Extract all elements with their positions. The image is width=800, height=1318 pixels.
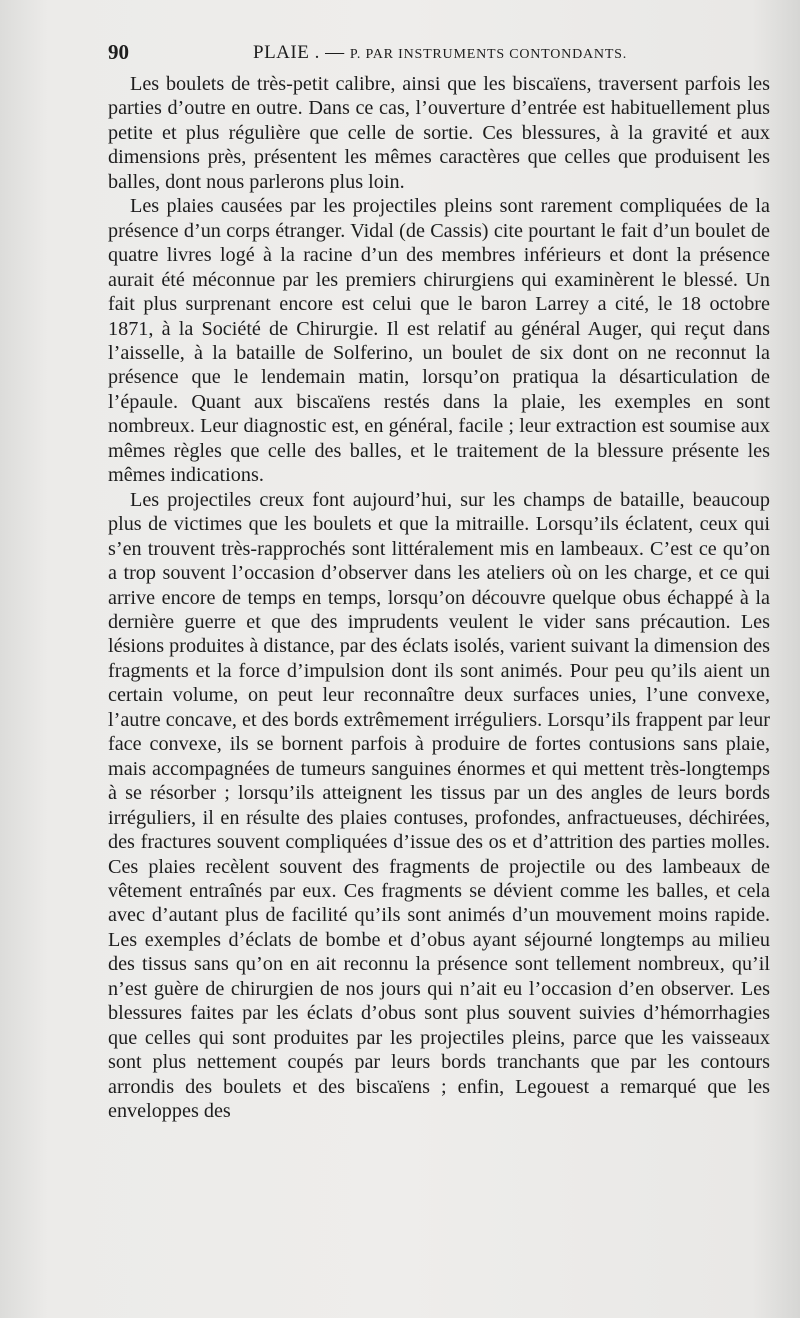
paragraph-1: Les boulets de très-petit calibre, ainsi que les biscaïens, traversent parfois les parties d’outre en outre. Dans ce cas, l’ouverture d’entrée est habituellement plus petite et plus régulière que celle de sortie. Ces blessures, à la gravité et aux dimensions près, présentent les mêmes caractères que celles que produisent les balles, dont nous parlerons plus loin. <box>108 73 770 193</box>
running-title <box>253 42 627 64</box>
paragraph-2: Les plaies causées par les projectiles pleins sont rarement compliquées de la présence d’un corps étranger. Vidal (de Cassis) cite pourtant le fait d’un boulet de quatre livres logé à la racine d’un des membres inférieurs et dont la présence aurait été méconnue par les premiers chirurgiens qui examinèrent le blessé. Un fait plus surprenant encore est celui que le baron Larrey a cité, le 18 octobre 1871, à la Société de Chirurgie. Il est relatif au général Auger, qui reçut dans l’aisselle, à la bataille de Solferino, un boulet de six dont on ne reconnut la présence que le lendemain matin, lorsqu’on pratiqua la désarticulation de l’épaule. Quant aux biscaïens restés dans la plaie, les exemples en sont nombreux. Leur diagnostic est, en général, facile ; leur extraction est soumise aux mêmes règles que celle des balles, et le traitement de la blessure présente les mêmes indications. <box>108 195 770 487</box>
running-header <box>108 40 770 70</box>
section-title: P. PAR INSTRUMENTS CONTONDANTS. <box>349 47 628 62</box>
page-number: 90 <box>108 40 129 64</box>
paragraph-3: Les projectiles creux font aujourd’hui, sur les champs de bataille, beaucoup plus de victimes que les boulets et que la mitraille. Lorsqu’ils éclatent, ceux qui s’en trouvent très-rapprochés sont littéralement mis en lambeaux. C’est ce qu’on a trop souvent l’occasion d’observer dans les ateliers où on les charge, et ce qui arrive encore de temps en temps, lorsqu’on découvre quelque obus échappé à la dernière guerre et que des imprudents veulent le vider sans précaution. Les lésions produites à distance, par des éclats isolés, varient suivant la dimension des fragments et la force d’impulsion dont ils sont animés. Pour peu qu’ils aient un certain volume, on peut leur reconnaître deux surfaces unies, l’une convexe, l’autre concave, et des bords extrêmement irréguliers. Lorsqu’ils frappent par leur face convexe, ils se bornent parfois à produire de fortes contusions sans plaie, mais accompagnées de tumeurs sanguines énormes et qui mettent très-longtemps à se résorber ; lorsqu’ils atteignent les tissus par un des angles de leurs bords irréguliers, il en résulte des plaies contuses, profondes, anfractueuses, déchirées, des fractures souvent compliquées d’issue des os et d’attrition des parties molles. Ces plaies recèlent souvent des fragments de projectile ou des lambeaux de vêtement entraînés par eux. Ces fragments se dévient comme les balles, et cela avec d’autant plus de facilité qu’ils sont animés d’un mouvement moins rapide. Les exemples d’éclats de bombe et d’obus ayant séjourné longtemps au milieu des tissus sans qu’on en ait reconnu la présence sont tellement nombreux, qu’il n’est guère de chirurgien de nos jours qui n’ait eu l’occasion d’en observer. Les blessures faites par les éclats d’obus sont plus souvent suivies d’hémorrhagies que celles qui sont produites par les projectiles pleins, parce que les vaisseaux sont plus nettement coupés par leurs bords tranchants que par les contours arrondis des boulets et des biscaïens ; enfin, Legouest a remarqué que les enveloppes des <box>108 488 770 1123</box>
chapter-title: PLAIE <box>253 42 310 63</box>
title-separator: . — <box>314 42 345 63</box>
body-text <box>108 72 770 1123</box>
